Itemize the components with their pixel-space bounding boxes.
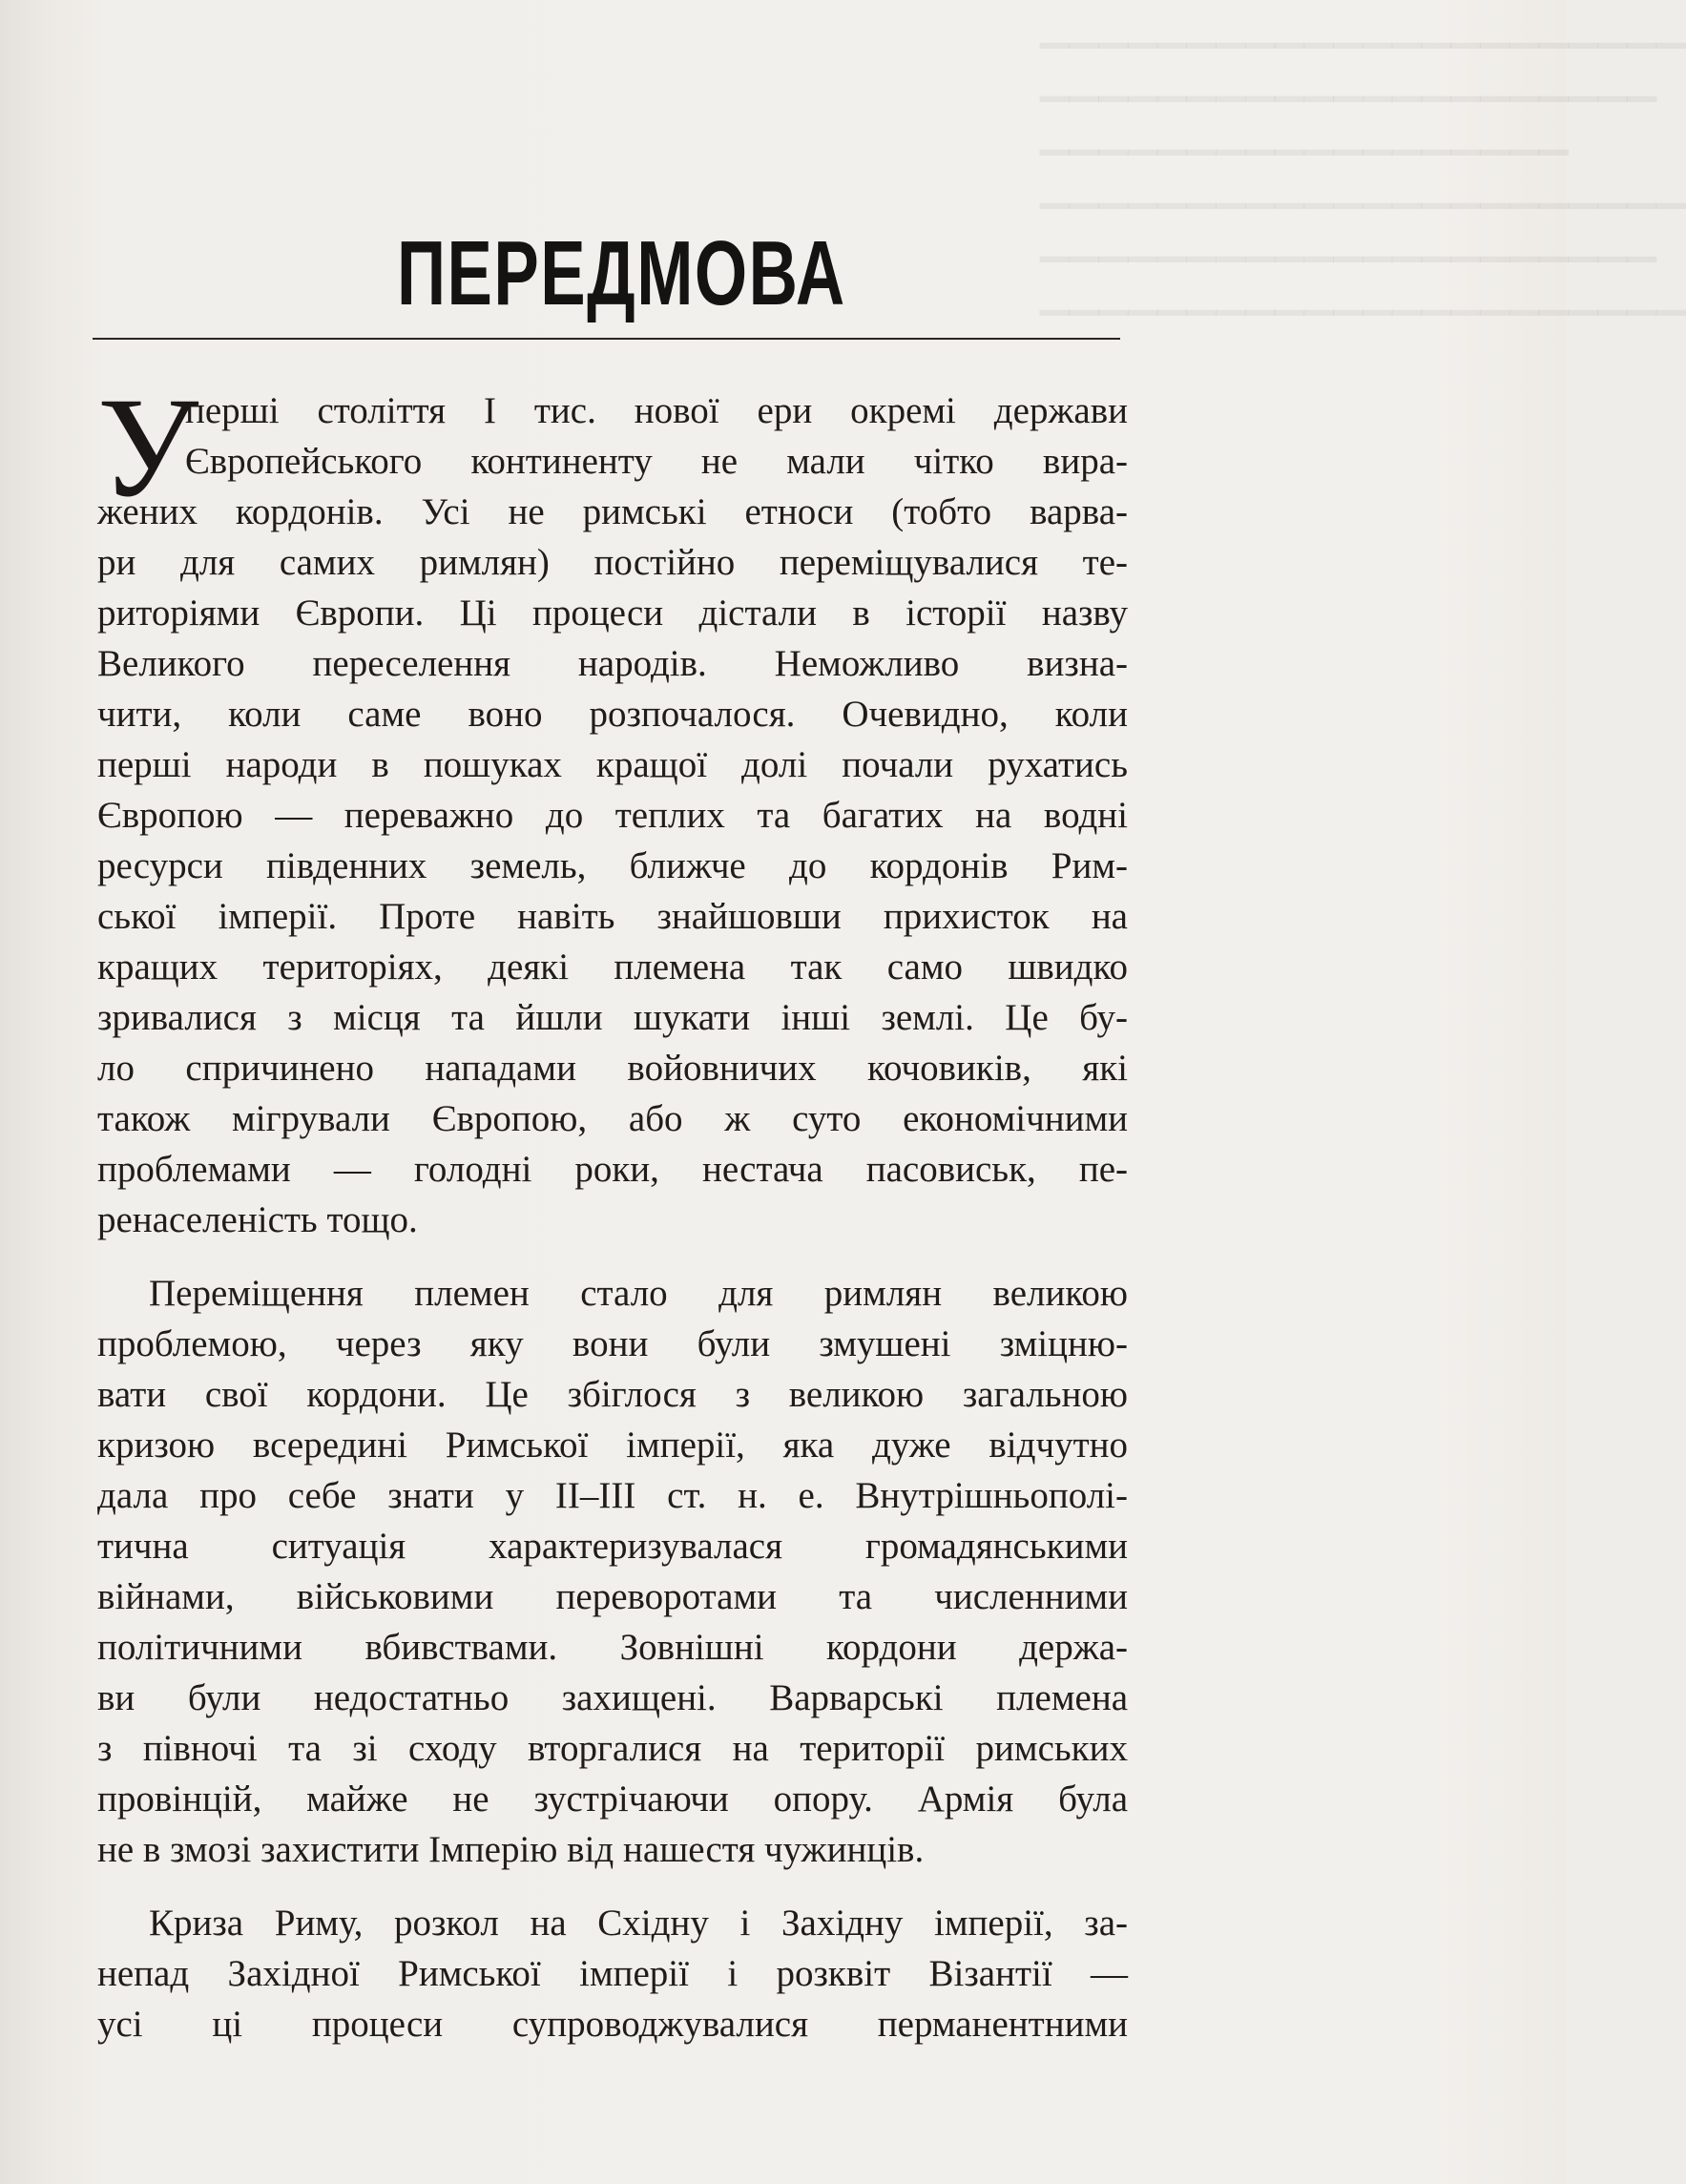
- text-line: ської імперії. Проте навіть знайшовши прихисток на: [97, 896, 1128, 937]
- text-line: ви були недостатньо захищені. Варварські племена: [97, 1677, 1128, 1718]
- text-line: перші народи в пошуках кращої долі почали рухатись: [97, 744, 1128, 785]
- page-title: ПЕРЕДМОВА: [397, 222, 846, 324]
- text-line: Європою — переважно до теплих та багатих на водні: [97, 795, 1128, 836]
- text-line: війнами, військовими переворотами та численними: [97, 1576, 1128, 1617]
- text-line: зривалися з місця та йшли шукати інші землі. Це бу-: [97, 997, 1128, 1038]
- title-underline: [93, 338, 1120, 340]
- text-line: ри для самих римлян) постійно переміщувалися те-: [97, 542, 1128, 583]
- text-line: тична ситуація характеризувалася громадянськими: [97, 1526, 1128, 1567]
- text-line: ренаселеність тощо.: [97, 1199, 418, 1240]
- body-text: [97, 368, 1128, 2072]
- text-line: риторіями Європи. Ці процеси дістали в історії назву: [97, 593, 1128, 634]
- text-line: непад Західної Римської імперії і розквіт Візантії —: [97, 1953, 1128, 1994]
- text-line: перші століття I тис. нової ери окремі держави: [185, 390, 1128, 431]
- text-line: дала про себе знати у II–III ст. н. е. Внутрішньополі-: [97, 1475, 1128, 1516]
- text-line: також мігрували Європою, або ж суто економічними: [97, 1098, 1128, 1139]
- drop-cap: У: [97, 368, 199, 527]
- text-line: Великого переселення народів. Неможливо визна-: [97, 643, 1128, 684]
- text-line: не в змозі захистити Імперію від нашестя чужинців.: [97, 1829, 925, 1870]
- text-line: політичними вбивствами. Зовнішні кордони держа-: [97, 1627, 1128, 1668]
- text-line: кризою всередині Римської імперії, яка дуже відчутно: [97, 1425, 1128, 1466]
- text-line: чити, коли саме воно розпочалося. Очевидно, коли: [97, 694, 1128, 735]
- text-line: провінцій, майже не зустрічаючи опору. Армія була: [97, 1778, 1128, 1820]
- text-line: кращих територіях, деякі племена так само швидко: [97, 946, 1128, 988]
- text-line: Криза Риму, розкол на Східну і Західну імперії, за-: [149, 1903, 1128, 1944]
- text-line: Переміщення племен стало для римлян великою: [149, 1273, 1128, 1314]
- text-line: ресурси південних земель, ближче до кордонів Рим-: [97, 845, 1128, 886]
- bleed-through-text: ▁▁▁▁▁▁▁▁▁▁▁▁▁▁▁▁▁▁▁▁▁▁ ▁▁▁▁▁▁▁▁▁▁▁▁▁▁▁▁▁▁▁▁▁ ▁▁▁▁▁▁▁▁▁▁▁▁▁▁▁▁▁▁ ▁▁▁▁▁▁▁▁▁▁▁▁▁▁▁▁▁▁▁▁▁▁ ▁▁▁▁▁▁▁▁▁▁▁▁▁▁▁▁▁▁▁▁▁ ▁▁▁▁▁▁▁▁▁▁▁▁▁▁▁▁▁▁▁▁▁▁: [1040, 5, 1686, 315]
- text-line: усі ці процеси супроводжувалися перманентними: [97, 2004, 1128, 2045]
- text-line: жених кордонів. Усі не римські етноси (тобто варва-: [97, 491, 1128, 532]
- paragraph-1: [97, 368, 1128, 1245]
- text-line: проблемами — голодні роки, нестача пасовиськ, пе-: [97, 1149, 1128, 1190]
- paragraph-3: [97, 1898, 1128, 2049]
- paragraph-2: [97, 1268, 1128, 1875]
- text-line: з півночі та зі сходу вторгалися на території римських: [97, 1728, 1128, 1769]
- text-line: проблемою, через яку вони були змушені зміцню-: [97, 1323, 1128, 1364]
- text-line: вати свої кордони. Це збіглося з великою загальною: [97, 1374, 1128, 1415]
- text-line: Європейського континенту не мали чітко вира-: [185, 441, 1128, 482]
- text-line: ло спричинено нападами войовничих кочовиків, які: [97, 1048, 1128, 1089]
